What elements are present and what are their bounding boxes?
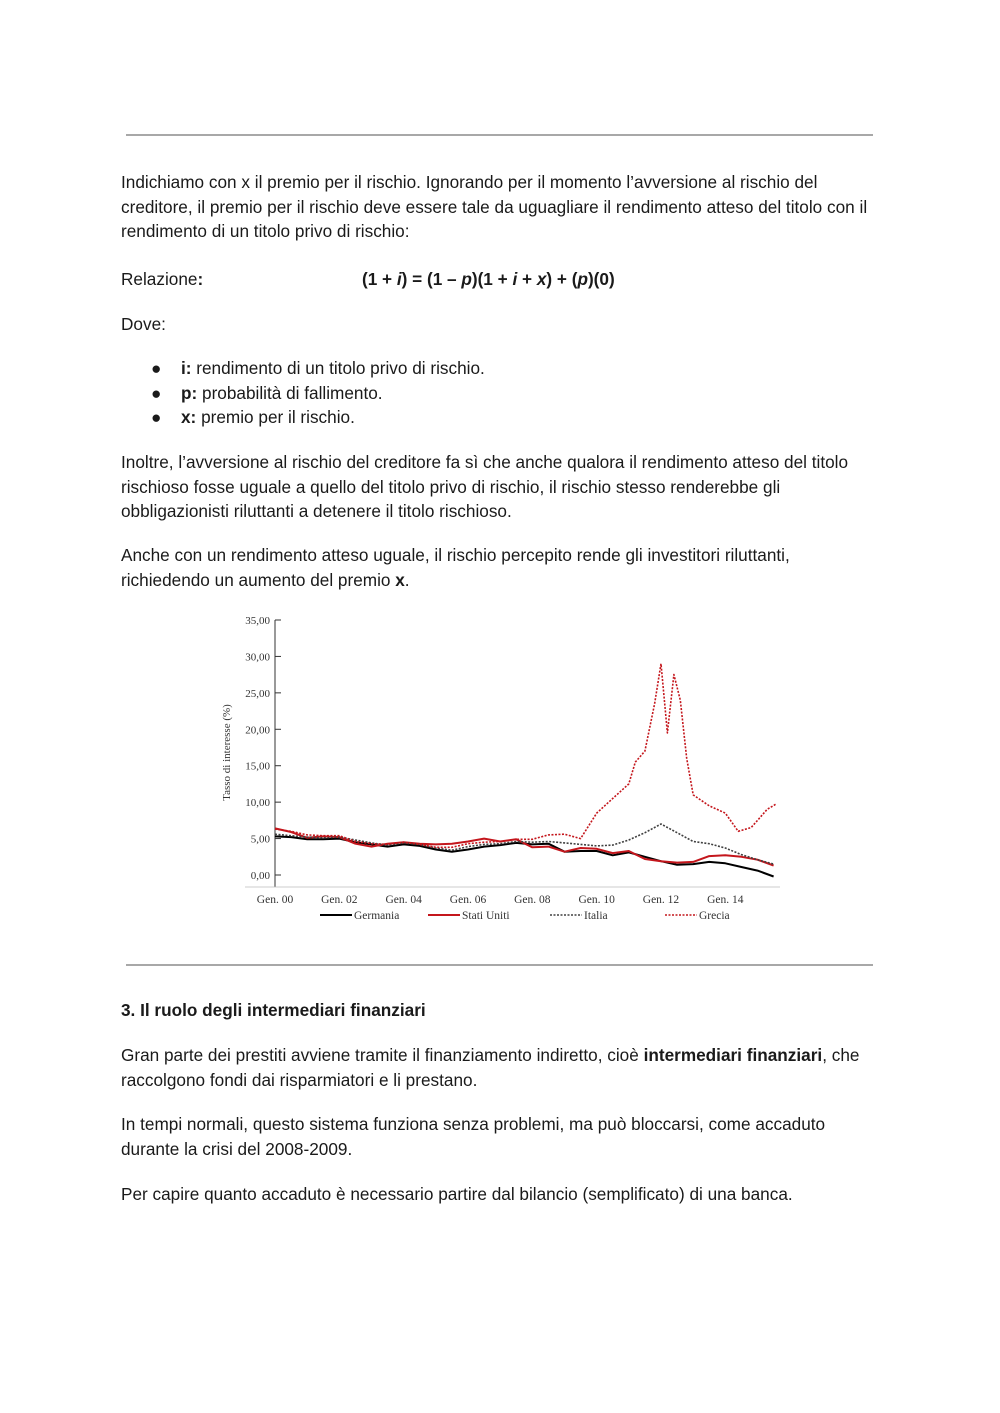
dove-label: Dove: bbox=[121, 314, 166, 334]
y-tick-label: 30,00 bbox=[245, 651, 270, 664]
paragraph-bank-balance: Per capire quanto accaduto è necessario partire dal bilancio (semplificato) di una banca. bbox=[121, 1184, 793, 1204]
paragraph-risk-premium: Indichiamo con x il premio per il rischio. Ignorando per il momento l’avversione al rischio del creditore, il premio per il rischio deve essere tale da uguagliare il rendimento atteso del titolo con il rendimento di un titolo privo di rischio: bbox=[121, 172, 868, 241]
interest-rate-chart bbox=[210, 605, 790, 930]
y-tick-label: 0,00 bbox=[250, 870, 270, 882]
y-tick-label: 5,00 bbox=[250, 833, 270, 846]
legend-label: Grecia bbox=[699, 910, 730, 922]
series-line-grecia bbox=[275, 664, 777, 848]
legend-label: Stati Uniti bbox=[462, 910, 510, 922]
relation-formula: (1 + i) = (1 – p)(1 + i + x) + (p)(0) bbox=[362, 269, 615, 289]
series-line-stati-uniti bbox=[275, 828, 774, 865]
paragraph-expected-return: Anche con un rendimento atteso uguale, il rischio percepito rende gli investitori riluttanti, richiedendo un aumento del premio x. bbox=[121, 545, 790, 590]
paragraph-crisis: In tempi normali, questo sistema funziona senza problemi, ma può bloccarsi, come accaduto durante la crisi del 2008-2009. bbox=[121, 1114, 826, 1159]
list-item: ● i: rendimento di un titolo privo di rischio. bbox=[121, 356, 485, 381]
y-axis-label: Tasso di interesse (%) bbox=[221, 704, 233, 801]
y-tick-label: 35,00 bbox=[245, 615, 270, 627]
x-tick-label: Gen. 06 bbox=[449, 894, 487, 906]
y-tick-label: 25,00 bbox=[245, 687, 270, 700]
bullet-icon: ● bbox=[151, 382, 162, 403]
bullet-icon: ● bbox=[151, 407, 162, 427]
x-tick-label: Gen. 14 bbox=[707, 894, 744, 906]
section-heading: 3. Il ruolo degli intermediari finanziari bbox=[121, 1000, 426, 1020]
bottom-divider bbox=[126, 964, 873, 966]
relation-label: Relazione: bbox=[121, 269, 204, 289]
x-tick-label: Gen. 10 bbox=[578, 894, 615, 906]
definitions-list bbox=[121, 356, 485, 430]
paragraph-intermediaries: Gran parte dei prestiti avviene tramite il finanziamento indiretto, cioè intermediari finanziari, che raccolgono fondi dai risparmiatori e li prestano. bbox=[121, 1045, 860, 1090]
y-tick-label: 15,00 bbox=[245, 760, 270, 773]
y-tick-label: 20,00 bbox=[245, 724, 270, 737]
x-tick-label: Gen. 12 bbox=[642, 894, 680, 906]
list-item: ● x: premio per il rischio. bbox=[121, 405, 485, 430]
top-divider bbox=[126, 134, 873, 136]
x-tick-label: Gen. 02 bbox=[321, 894, 358, 906]
x-tick-label: Gen. 00 bbox=[256, 894, 294, 906]
bullet-icon: ● bbox=[151, 358, 162, 378]
paragraph-risk-aversion: Inoltre, l’avversione al rischio del creditore fa sì che anche qualora il rendimento atteso del titolo rischioso fosse uguale a quello del titolo privo di rischio, il rischio stesso renderebbe gli obbligazionisti riluttanti a detenere il titolo rischioso. bbox=[121, 452, 849, 521]
x-tick-label: Gen. 04 bbox=[385, 894, 422, 906]
legend-label: Italia bbox=[584, 910, 608, 922]
x-tick-label: Gen. 08 bbox=[514, 894, 551, 906]
y-tick-label: 10,00 bbox=[245, 797, 270, 810]
legend-label: Germania bbox=[354, 910, 400, 922]
list-item: ● p: probabilità di fallimento. bbox=[121, 381, 485, 406]
